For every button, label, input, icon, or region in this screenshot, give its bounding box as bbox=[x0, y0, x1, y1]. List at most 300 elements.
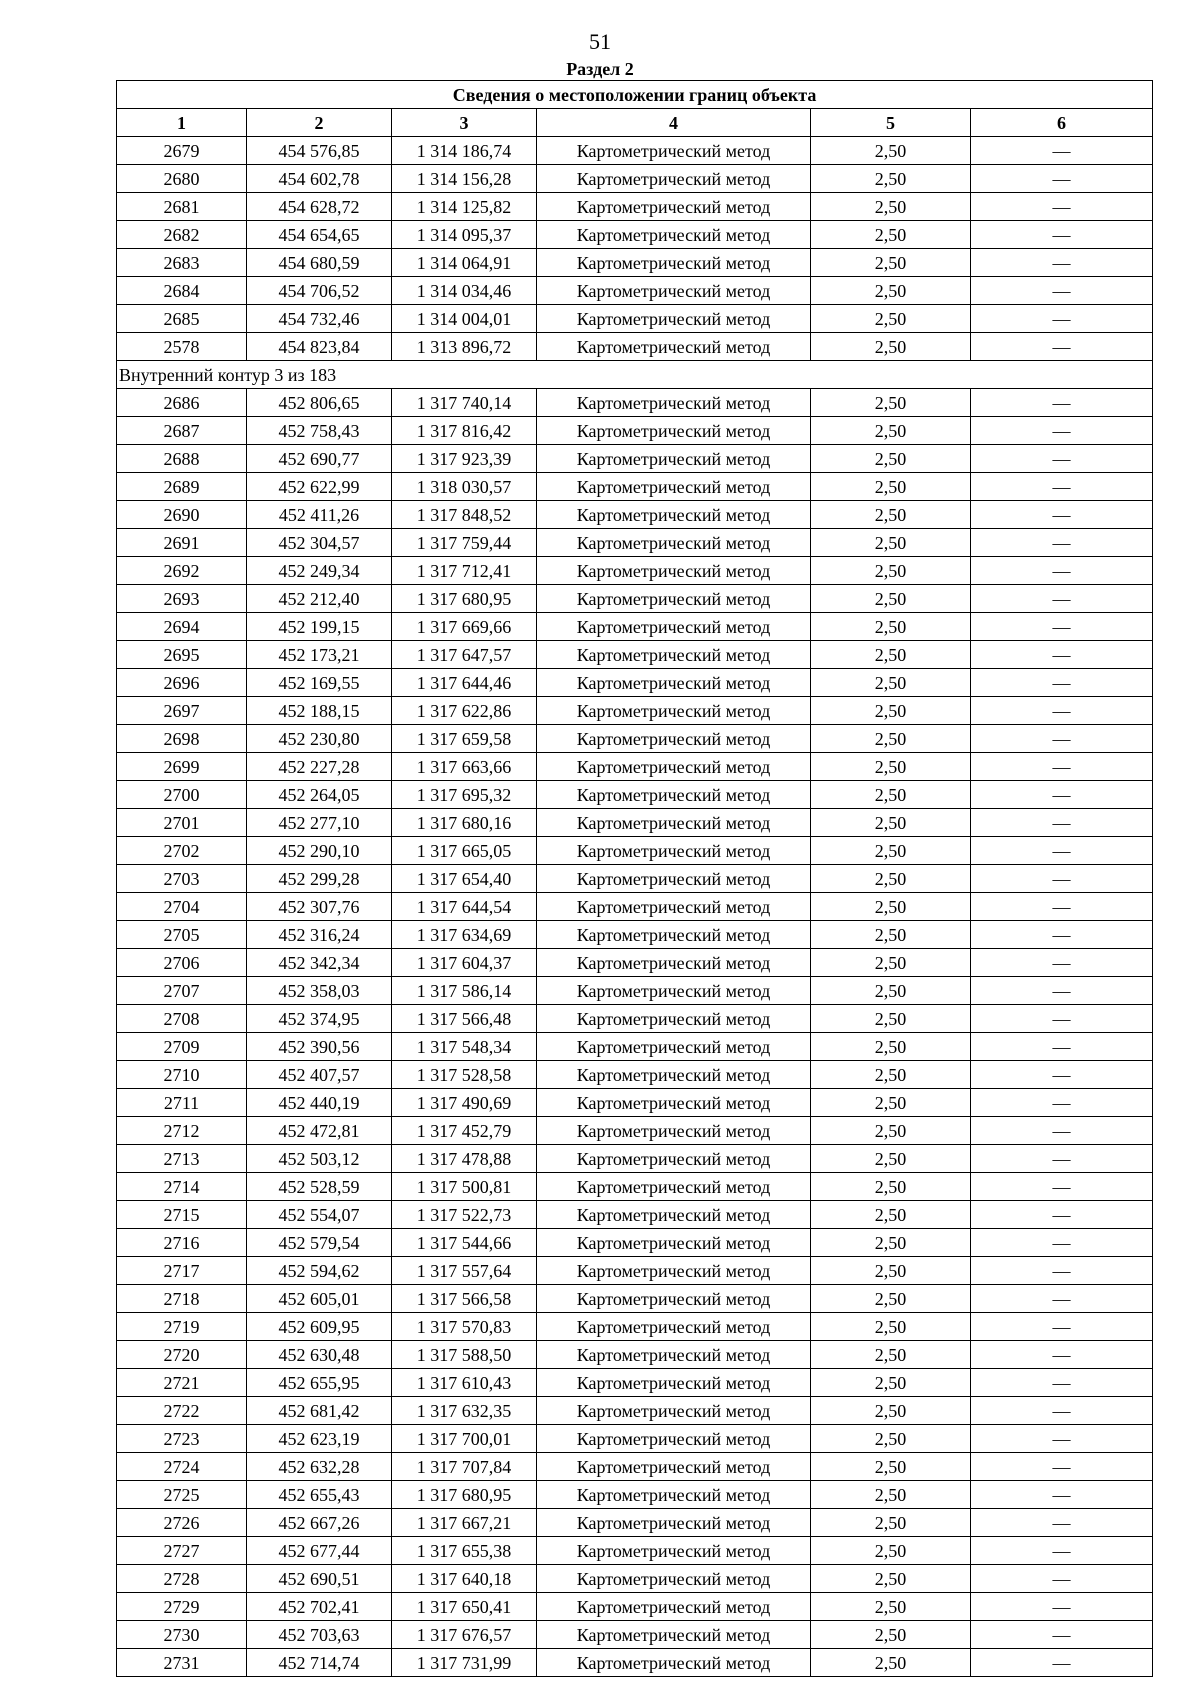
coord-y-cell: 1 317 680,16 bbox=[392, 809, 537, 837]
contour-label: Внутренний контур 3 из 183 bbox=[117, 361, 1153, 389]
coord-x-cell: 452 227,28 bbox=[247, 753, 392, 781]
point-number-cell: 2695 bbox=[117, 641, 247, 669]
description-cell: — bbox=[971, 389, 1153, 417]
method-cell: Картометрический метод bbox=[537, 389, 811, 417]
point-number-cell: 2702 bbox=[117, 837, 247, 865]
description-cell: — bbox=[971, 445, 1153, 473]
coord-x-cell: 452 358,03 bbox=[247, 977, 392, 1005]
point-number-cell: 2710 bbox=[117, 1061, 247, 1089]
point-number-cell: 2723 bbox=[117, 1425, 247, 1453]
point-number-cell: 2692 bbox=[117, 557, 247, 585]
coord-x-cell: 452 702,41 bbox=[247, 1593, 392, 1621]
point-number-cell: 2693 bbox=[117, 585, 247, 613]
coord-y-cell: 1 317 634,69 bbox=[392, 921, 537, 949]
coord-y-cell: 1 317 655,38 bbox=[392, 1537, 537, 1565]
point-number-cell: 2703 bbox=[117, 865, 247, 893]
point-number-cell: 2725 bbox=[117, 1481, 247, 1509]
method-cell: Картометрический метод bbox=[537, 1341, 811, 1369]
coord-y-cell: 1 317 848,52 bbox=[392, 501, 537, 529]
accuracy-cell: 2,50 bbox=[811, 977, 971, 1005]
method-cell: Картометрический метод bbox=[537, 1621, 811, 1649]
accuracy-cell: 2,50 bbox=[811, 473, 971, 501]
point-number-cell: 2714 bbox=[117, 1173, 247, 1201]
coord-x-cell: 452 677,44 bbox=[247, 1537, 392, 1565]
method-cell: Картометрический метод bbox=[537, 165, 811, 193]
point-number-cell: 2700 bbox=[117, 781, 247, 809]
method-cell: Картометрический метод bbox=[537, 1117, 811, 1145]
description-cell: — bbox=[971, 753, 1153, 781]
accuracy-cell: 2,50 bbox=[811, 837, 971, 865]
accuracy-cell: 2,50 bbox=[811, 1089, 971, 1117]
method-cell: Картометрический метод bbox=[537, 1313, 811, 1341]
coord-y-cell: 1 317 566,58 bbox=[392, 1285, 537, 1313]
method-cell: Картометрический метод bbox=[537, 249, 811, 277]
table-row bbox=[117, 865, 1153, 893]
description-cell: — bbox=[971, 1565, 1153, 1593]
method-cell: Картометрический метод bbox=[537, 1229, 811, 1257]
coord-x-cell: 452 316,24 bbox=[247, 921, 392, 949]
method-cell: Картометрический метод bbox=[537, 1481, 811, 1509]
table-row bbox=[117, 1537, 1153, 1565]
point-number-cell: 2689 bbox=[117, 473, 247, 501]
section-title: Раздел 2 bbox=[566, 59, 634, 79]
description-cell: — bbox=[971, 1313, 1153, 1341]
coord-x-cell: 454 628,72 bbox=[247, 193, 392, 221]
point-number-cell: 2682 bbox=[117, 221, 247, 249]
description-cell: — bbox=[971, 165, 1153, 193]
table-row bbox=[117, 1201, 1153, 1229]
table-row bbox=[117, 137, 1153, 165]
point-number-cell: 2715 bbox=[117, 1201, 247, 1229]
table-row bbox=[117, 1033, 1153, 1061]
table-row bbox=[117, 1089, 1153, 1117]
method-cell: Картометрический метод bbox=[537, 837, 811, 865]
method-cell: Картометрический метод bbox=[537, 557, 811, 585]
coord-y-cell: 1 317 490,69 bbox=[392, 1089, 537, 1117]
description-cell: — bbox=[971, 921, 1153, 949]
coord-y-cell: 1 317 610,43 bbox=[392, 1369, 537, 1397]
coord-x-cell: 452 579,54 bbox=[247, 1229, 392, 1257]
point-number-cell: 2709 bbox=[117, 1033, 247, 1061]
coord-y-cell: 1 317 816,42 bbox=[392, 417, 537, 445]
column-header-1: 1 bbox=[117, 109, 247, 137]
accuracy-cell: 2,50 bbox=[811, 1061, 971, 1089]
point-number-cell: 2712 bbox=[117, 1117, 247, 1145]
point-number-cell: 2724 bbox=[117, 1453, 247, 1481]
description-cell: — bbox=[971, 501, 1153, 529]
accuracy-cell: 2,50 bbox=[811, 1425, 971, 1453]
description-cell: — bbox=[971, 305, 1153, 333]
point-number-cell: 2711 bbox=[117, 1089, 247, 1117]
table-row bbox=[117, 389, 1153, 417]
point-number-cell: 2706 bbox=[117, 949, 247, 977]
accuracy-cell: 2,50 bbox=[811, 445, 971, 473]
coord-y-cell: 1 317 622,86 bbox=[392, 697, 537, 725]
method-cell: Картометрический метод bbox=[537, 1145, 811, 1173]
point-number-cell: 2722 bbox=[117, 1397, 247, 1425]
method-cell: Картометрический метод bbox=[537, 1537, 811, 1565]
table-row bbox=[117, 669, 1153, 697]
description-cell: — bbox=[971, 193, 1153, 221]
coord-x-cell: 454 654,65 bbox=[247, 221, 392, 249]
point-number-cell: 2701 bbox=[117, 809, 247, 837]
point-number-cell: 2731 bbox=[117, 1649, 247, 1677]
coord-x-cell: 452 188,15 bbox=[247, 697, 392, 725]
column-header-2: 2 bbox=[247, 109, 392, 137]
point-number-cell: 2713 bbox=[117, 1145, 247, 1173]
coord-y-cell: 1 317 712,41 bbox=[392, 557, 537, 585]
coord-x-cell: 452 630,48 bbox=[247, 1341, 392, 1369]
description-cell: — bbox=[971, 697, 1153, 725]
coord-x-cell: 452 249,34 bbox=[247, 557, 392, 585]
accuracy-cell: 2,50 bbox=[811, 277, 971, 305]
coord-y-cell: 1 317 659,58 bbox=[392, 725, 537, 753]
accuracy-cell: 2,50 bbox=[811, 389, 971, 417]
coord-x-cell: 452 173,21 bbox=[247, 641, 392, 669]
coord-y-cell: 1 317 586,14 bbox=[392, 977, 537, 1005]
accuracy-cell: 2,50 bbox=[811, 1341, 971, 1369]
coord-x-cell: 454 680,59 bbox=[247, 249, 392, 277]
description-cell: — bbox=[971, 1621, 1153, 1649]
accuracy-cell: 2,50 bbox=[811, 669, 971, 697]
coord-y-cell: 1 317 452,79 bbox=[392, 1117, 537, 1145]
description-cell: — bbox=[971, 1145, 1153, 1173]
coord-x-cell: 452 290,10 bbox=[247, 837, 392, 865]
description-cell: — bbox=[971, 137, 1153, 165]
table-row bbox=[117, 613, 1153, 641]
accuracy-cell: 2,50 bbox=[811, 781, 971, 809]
coord-x-cell: 452 667,26 bbox=[247, 1509, 392, 1537]
coord-x-cell: 452 440,19 bbox=[247, 1089, 392, 1117]
coord-y-cell: 1 317 522,73 bbox=[392, 1201, 537, 1229]
coord-x-cell: 452 390,56 bbox=[247, 1033, 392, 1061]
accuracy-cell: 2,50 bbox=[811, 613, 971, 641]
method-cell: Картометрический метод bbox=[537, 865, 811, 893]
column-header-5: 5 bbox=[811, 109, 971, 137]
description-cell: — bbox=[971, 1201, 1153, 1229]
method-cell: Картометрический метод bbox=[537, 445, 811, 473]
coord-y-cell: 1 318 030,57 bbox=[392, 473, 537, 501]
table-row bbox=[117, 277, 1153, 305]
method-cell: Картометрический метод bbox=[537, 697, 811, 725]
method-cell: Картометрический метод bbox=[537, 1285, 811, 1313]
table-row bbox=[117, 501, 1153, 529]
description-cell: — bbox=[971, 809, 1153, 837]
table-row bbox=[117, 249, 1153, 277]
table-row bbox=[117, 557, 1153, 585]
table-body bbox=[117, 81, 1153, 1677]
method-cell: Картометрический метод bbox=[537, 781, 811, 809]
table-row bbox=[117, 417, 1153, 445]
description-cell: — bbox=[971, 865, 1153, 893]
coord-x-cell: 452 690,51 bbox=[247, 1565, 392, 1593]
description-cell: — bbox=[971, 1089, 1153, 1117]
coord-y-cell: 1 317 650,41 bbox=[392, 1593, 537, 1621]
table-row bbox=[117, 753, 1153, 781]
coord-y-cell: 1 317 644,46 bbox=[392, 669, 537, 697]
description-cell: — bbox=[971, 781, 1153, 809]
table-row bbox=[117, 165, 1153, 193]
accuracy-cell: 2,50 bbox=[811, 725, 971, 753]
coord-y-cell: 1 317 478,88 bbox=[392, 1145, 537, 1173]
method-cell: Картометрический метод bbox=[537, 669, 811, 697]
method-cell: Картометрический метод bbox=[537, 1509, 811, 1537]
accuracy-cell: 2,50 bbox=[811, 501, 971, 529]
coord-x-cell: 452 632,28 bbox=[247, 1453, 392, 1481]
table-row bbox=[117, 1173, 1153, 1201]
accuracy-cell: 2,50 bbox=[811, 1257, 971, 1285]
table-row bbox=[117, 781, 1153, 809]
point-number-cell: 2688 bbox=[117, 445, 247, 473]
table-row bbox=[117, 1453, 1153, 1481]
table-row bbox=[117, 1341, 1153, 1369]
coord-x-cell: 452 758,43 bbox=[247, 417, 392, 445]
point-number-cell: 2716 bbox=[117, 1229, 247, 1257]
table-row bbox=[117, 949, 1153, 977]
coord-x-cell: 452 681,42 bbox=[247, 1397, 392, 1425]
accuracy-cell: 2,50 bbox=[811, 1145, 971, 1173]
point-number-cell: 2694 bbox=[117, 613, 247, 641]
method-cell: Картометрический метод bbox=[537, 277, 811, 305]
coord-x-cell: 454 602,78 bbox=[247, 165, 392, 193]
table-row bbox=[117, 1229, 1153, 1257]
coord-x-cell: 452 264,05 bbox=[247, 781, 392, 809]
accuracy-cell: 2,50 bbox=[811, 1537, 971, 1565]
accuracy-cell: 2,50 bbox=[811, 193, 971, 221]
table-row bbox=[117, 1313, 1153, 1341]
accuracy-cell: 2,50 bbox=[811, 809, 971, 837]
coord-y-cell: 1 317 676,57 bbox=[392, 1621, 537, 1649]
coord-x-cell: 452 690,77 bbox=[247, 445, 392, 473]
table-row bbox=[117, 1145, 1153, 1173]
accuracy-cell: 2,50 bbox=[811, 753, 971, 781]
accuracy-cell: 2,50 bbox=[811, 1649, 971, 1677]
method-cell: Картометрический метод bbox=[537, 1649, 811, 1677]
table-row bbox=[117, 837, 1153, 865]
coord-x-cell: 452 503,12 bbox=[247, 1145, 392, 1173]
accuracy-cell: 2,50 bbox=[811, 221, 971, 249]
table-row bbox=[117, 305, 1153, 333]
method-cell: Картометрический метод bbox=[537, 1061, 811, 1089]
method-cell: Картометрический метод bbox=[537, 417, 811, 445]
method-cell: Картометрический метод bbox=[537, 977, 811, 1005]
description-cell: — bbox=[971, 669, 1153, 697]
method-cell: Картометрический метод bbox=[537, 585, 811, 613]
coord-x-cell: 452 374,95 bbox=[247, 1005, 392, 1033]
accuracy-cell: 2,50 bbox=[811, 697, 971, 725]
coord-y-cell: 1 314 064,91 bbox=[392, 249, 537, 277]
description-cell: — bbox=[971, 1425, 1153, 1453]
point-number-cell: 2721 bbox=[117, 1369, 247, 1397]
coord-y-cell: 1 317 731,99 bbox=[392, 1649, 537, 1677]
table-row bbox=[117, 921, 1153, 949]
coord-x-cell: 454 576,85 bbox=[247, 137, 392, 165]
point-number-cell: 2578 bbox=[117, 333, 247, 361]
table-row bbox=[117, 193, 1153, 221]
table-row bbox=[117, 809, 1153, 837]
table-row bbox=[117, 529, 1153, 557]
point-number-cell: 2726 bbox=[117, 1509, 247, 1537]
table-row bbox=[117, 1649, 1153, 1677]
coord-x-cell: 454 732,46 bbox=[247, 305, 392, 333]
coord-y-cell: 1 317 570,83 bbox=[392, 1313, 537, 1341]
description-cell: — bbox=[971, 1481, 1153, 1509]
table-title: Сведения о местоположении границ объекта bbox=[117, 81, 1153, 109]
coord-x-cell: 452 605,01 bbox=[247, 1285, 392, 1313]
table-row bbox=[117, 333, 1153, 361]
description-cell: — bbox=[971, 249, 1153, 277]
coord-y-cell: 1 314 156,28 bbox=[392, 165, 537, 193]
point-number-cell: 2679 bbox=[117, 137, 247, 165]
point-number-cell: 2728 bbox=[117, 1565, 247, 1593]
method-cell: Картометрический метод bbox=[537, 193, 811, 221]
coord-y-cell: 1 314 034,46 bbox=[392, 277, 537, 305]
accuracy-cell: 2,50 bbox=[811, 1565, 971, 1593]
accuracy-cell: 2,50 bbox=[811, 529, 971, 557]
description-cell: — bbox=[971, 1649, 1153, 1677]
method-cell: Картометрический метод bbox=[537, 1369, 811, 1397]
point-number-cell: 2699 bbox=[117, 753, 247, 781]
table-row bbox=[117, 893, 1153, 921]
accuracy-cell: 2,50 bbox=[811, 249, 971, 277]
point-number-cell: 2680 bbox=[117, 165, 247, 193]
method-cell: Картометрический метод bbox=[537, 725, 811, 753]
coord-x-cell: 452 307,76 bbox=[247, 893, 392, 921]
coord-y-cell: 1 317 669,66 bbox=[392, 613, 537, 641]
accuracy-cell: 2,50 bbox=[811, 949, 971, 977]
description-cell: — bbox=[971, 1033, 1153, 1061]
description-cell: — bbox=[971, 1341, 1153, 1369]
description-cell: — bbox=[971, 949, 1153, 977]
method-cell: Картометрический метод bbox=[537, 613, 811, 641]
coord-y-cell: 1 314 004,01 bbox=[392, 305, 537, 333]
table-row bbox=[117, 1621, 1153, 1649]
description-cell: — bbox=[971, 1509, 1153, 1537]
coord-x-cell: 452 407,57 bbox=[247, 1061, 392, 1089]
table-row bbox=[117, 1509, 1153, 1537]
point-number-cell: 2684 bbox=[117, 277, 247, 305]
description-cell: — bbox=[971, 1537, 1153, 1565]
accuracy-cell: 2,50 bbox=[811, 1173, 971, 1201]
point-number-cell: 2681 bbox=[117, 193, 247, 221]
description-cell: — bbox=[971, 1257, 1153, 1285]
method-cell: Картометрический метод bbox=[537, 1173, 811, 1201]
coord-x-cell: 452 199,15 bbox=[247, 613, 392, 641]
method-cell: Картометрический метод bbox=[537, 1397, 811, 1425]
coord-y-cell: 1 314 186,74 bbox=[392, 137, 537, 165]
table-row bbox=[117, 977, 1153, 1005]
accuracy-cell: 2,50 bbox=[811, 1201, 971, 1229]
accuracy-cell: 2,50 bbox=[811, 137, 971, 165]
coord-x-cell: 454 706,52 bbox=[247, 277, 392, 305]
table-row bbox=[117, 641, 1153, 669]
point-number-cell: 2719 bbox=[117, 1313, 247, 1341]
point-number-cell: 2696 bbox=[117, 669, 247, 697]
coord-x-cell: 452 472,81 bbox=[247, 1117, 392, 1145]
coord-x-cell: 452 277,10 bbox=[247, 809, 392, 837]
coord-y-cell: 1 317 528,58 bbox=[392, 1061, 537, 1089]
method-cell: Картометрический метод bbox=[537, 921, 811, 949]
description-cell: — bbox=[971, 1593, 1153, 1621]
coord-x-cell: 452 411,26 bbox=[247, 501, 392, 529]
coord-x-cell: 452 714,74 bbox=[247, 1649, 392, 1677]
method-cell: Картометрический метод bbox=[537, 529, 811, 557]
method-cell: Картометрический метод bbox=[537, 137, 811, 165]
accuracy-cell: 2,50 bbox=[811, 333, 971, 361]
table-row bbox=[117, 1257, 1153, 1285]
method-cell: Картометрический метод bbox=[537, 1201, 811, 1229]
table-row bbox=[117, 585, 1153, 613]
table-row bbox=[117, 725, 1153, 753]
point-number-cell: 2705 bbox=[117, 921, 247, 949]
description-cell: — bbox=[971, 837, 1153, 865]
coord-x-cell: 452 342,34 bbox=[247, 949, 392, 977]
coord-y-cell: 1 317 700,01 bbox=[392, 1425, 537, 1453]
method-cell: Картометрический метод bbox=[537, 221, 811, 249]
description-cell: — bbox=[971, 557, 1153, 585]
coord-y-cell: 1 317 604,37 bbox=[392, 949, 537, 977]
coord-x-cell: 452 622,99 bbox=[247, 473, 392, 501]
point-number-cell: 2720 bbox=[117, 1341, 247, 1369]
description-cell: — bbox=[971, 1117, 1153, 1145]
description-cell: — bbox=[971, 277, 1153, 305]
description-cell: — bbox=[971, 1285, 1153, 1313]
table-row bbox=[117, 1565, 1153, 1593]
point-number-cell: 2685 bbox=[117, 305, 247, 333]
coord-y-cell: 1 314 125,82 bbox=[392, 193, 537, 221]
method-cell: Картометрический метод bbox=[537, 1033, 811, 1061]
description-cell: — bbox=[971, 1453, 1153, 1481]
method-cell: Картометрический метод bbox=[537, 1425, 811, 1453]
column-header-3: 3 bbox=[392, 109, 537, 137]
accuracy-cell: 2,50 bbox=[811, 585, 971, 613]
point-number-cell: 2690 bbox=[117, 501, 247, 529]
accuracy-cell: 2,50 bbox=[811, 305, 971, 333]
coord-x-cell: 452 169,55 bbox=[247, 669, 392, 697]
description-cell: — bbox=[971, 1369, 1153, 1397]
accuracy-cell: 2,50 bbox=[811, 893, 971, 921]
description-cell: — bbox=[971, 417, 1153, 445]
coord-y-cell: 1 317 500,81 bbox=[392, 1173, 537, 1201]
description-cell: — bbox=[971, 1005, 1153, 1033]
method-cell: Картометрический метод bbox=[537, 1593, 811, 1621]
coord-x-cell: 452 703,63 bbox=[247, 1621, 392, 1649]
coord-x-cell: 452 623,19 bbox=[247, 1425, 392, 1453]
accuracy-cell: 2,50 bbox=[811, 1229, 971, 1257]
method-cell: Картометрический метод bbox=[537, 753, 811, 781]
coord-y-cell: 1 317 548,34 bbox=[392, 1033, 537, 1061]
coord-y-cell: 1 317 640,18 bbox=[392, 1565, 537, 1593]
table-row bbox=[117, 1285, 1153, 1313]
method-cell: Картометрический метод bbox=[537, 501, 811, 529]
coord-x-cell: 454 823,84 bbox=[247, 333, 392, 361]
point-number-cell: 2718 bbox=[117, 1285, 247, 1313]
description-cell: — bbox=[971, 641, 1153, 669]
coord-y-cell: 1 313 896,72 bbox=[392, 333, 537, 361]
point-number-cell: 2698 bbox=[117, 725, 247, 753]
coord-y-cell: 1 317 923,39 bbox=[392, 445, 537, 473]
table-row bbox=[117, 1061, 1153, 1089]
coord-y-cell: 1 314 095,37 bbox=[392, 221, 537, 249]
method-cell: Картометрический метод bbox=[537, 809, 811, 837]
accuracy-cell: 2,50 bbox=[811, 1369, 971, 1397]
method-cell: Картометрический метод bbox=[537, 333, 811, 361]
coord-y-cell: 1 317 680,95 bbox=[392, 585, 537, 613]
table-row bbox=[117, 221, 1153, 249]
coord-x-cell: 452 655,43 bbox=[247, 1481, 392, 1509]
accuracy-cell: 2,50 bbox=[811, 1033, 971, 1061]
coord-y-cell: 1 317 740,14 bbox=[392, 389, 537, 417]
